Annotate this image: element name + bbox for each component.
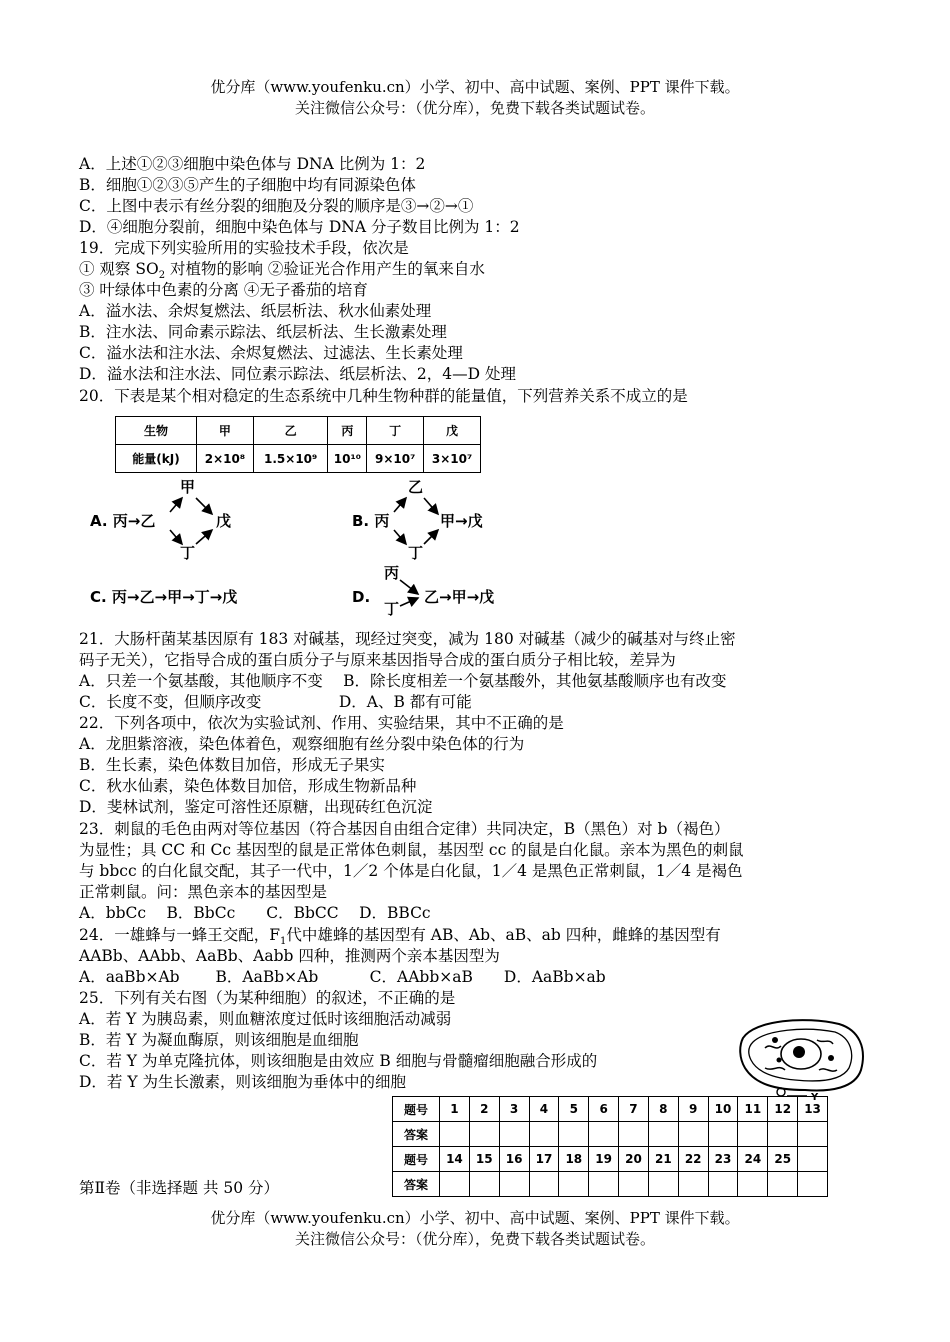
answer-table-number: 23 <box>708 1147 738 1172</box>
q21-options-ab: A．只差一个氨基酸，其他顺序不变 B．除长度相差一个氨基酸外，其他氨基酸顺序也有改变 <box>79 672 727 690</box>
q19-item1-post: 对植物的影响 ②验证光合作用产生的氧来自水 <box>165 260 485 278</box>
answer-table-number: 10 <box>708 1097 738 1122</box>
answer-cell[interactable] <box>440 1172 470 1197</box>
answer-cell[interactable] <box>648 1172 678 1197</box>
energy-table-cell: 1.5×10⁹ <box>253 445 328 473</box>
q24-stem1-post: 代中雄蜂的基因型有 AB、Ab、aB、ab 四种，雌蜂的基因型有 <box>286 926 721 944</box>
answer-cell[interactable] <box>619 1122 649 1147</box>
energy-table-header: 乙 <box>253 417 328 445</box>
answer-table-number: 17 <box>529 1147 559 1172</box>
answer-table-number: 12 <box>768 1097 798 1122</box>
q20-stem: 20．下表是某个相对稳定的生态系统中几种生物种群的能量值，下列营养关系不成立的是 <box>79 387 688 405</box>
q23-options: A．bbCc B．BbCc C．BbCC D．BBCc <box>79 904 431 922</box>
option-d-right: 乙→甲→戊 <box>424 588 495 606</box>
q22-option-a: A．龙胆紫溶液，染色体着色，观察细胞有丝分裂中染色体的行为 <box>79 735 525 753</box>
answer-table-number: 1 <box>440 1097 470 1122</box>
q22-stem: 22．下列各项中，依次为实验试剂、作用、实验结果，其中不正确的是 <box>79 714 564 732</box>
option-a-label: A. 丙→乙 <box>90 512 156 530</box>
q21-stem-1: 21．大肠杆菌某基因原有 183 对碱基，现经过突变，减为 180 对碱基（减少的碱基对与终止密 <box>79 630 736 648</box>
answer-table-number: 3 <box>499 1097 529 1122</box>
answer-cell[interactable] <box>678 1172 708 1197</box>
option-b-bottom: 丁 <box>408 544 424 562</box>
q25-option-d: D．若 Y 为生长激素，则该细胞为垂体中的细胞 <box>79 1073 407 1091</box>
q19-item1-pre: ① 观察 SO <box>79 260 159 278</box>
q19-option-a: A．溢水法、余烬复燃法、纸层析法、秋水仙素处理 <box>79 302 432 320</box>
answer-cell[interactable] <box>529 1122 559 1147</box>
answer-cell[interactable] <box>738 1172 768 1197</box>
q19-stem: 19．完成下列实验所用的实验技术手段，依次是 <box>79 239 409 257</box>
arrow-a3 <box>170 530 182 544</box>
q24-stem-2: AABb、AAbb、AaBb、Aabb 四种，推测两个亲本基因型为 <box>79 947 500 965</box>
answer-table-number: 24 <box>738 1147 768 1172</box>
arrow-b3 <box>394 530 406 544</box>
answer-table-number: 21 <box>648 1147 678 1172</box>
q18-option-d: D．④细胞分裂前，细胞中染色体与 DNA 分子数目比例为 1：2 <box>79 218 520 236</box>
option-a-bottom: 丁 <box>180 544 196 562</box>
section-2-title: 第Ⅱ卷（非选择题 共 50 分） <box>79 1179 280 1197</box>
q19-item2: ③ 叶绿体中色素的分离 ④无子番茄的培育 <box>79 281 368 299</box>
q19-item1-sub: 2 <box>158 270 166 282</box>
q25-option-a: A．若 Y 为胰岛素，则血糖浓度过低时该细胞活动减弱 <box>79 1010 452 1028</box>
energy-table <box>115 416 481 473</box>
energy-table-header: 生物 <box>116 417 197 445</box>
answer-table-number: 16 <box>499 1147 529 1172</box>
q25-option-b: B．若 Y 为凝血酶原，则该细胞是血细胞 <box>79 1031 359 1049</box>
answer-table-number <box>798 1147 828 1172</box>
answer-cell[interactable] <box>798 1172 828 1197</box>
answer-cell[interactable] <box>529 1172 559 1197</box>
answer-cell[interactable] <box>440 1122 470 1147</box>
answer-table-label: 题号 <box>393 1097 440 1122</box>
page-footer-line1: 优分库（www.youfenku.cn）小学、初中、高中试题、案例、PPT 课件下载。 <box>210 1209 740 1227</box>
option-d-bottom: 丁 <box>384 600 400 616</box>
page-header-line2: 关注微信公众号：（优分库），免费下载各类试题试卷。 <box>294 99 655 117</box>
answer-cell[interactable] <box>589 1122 619 1147</box>
answer-cell[interactable] <box>768 1122 798 1147</box>
energy-table-cell: 9×10⁷ <box>367 445 424 473</box>
answer-cell[interactable] <box>469 1172 499 1197</box>
answer-cell[interactable] <box>559 1122 589 1147</box>
answer-cell[interactable] <box>678 1122 708 1147</box>
answer-cell[interactable] <box>589 1172 619 1197</box>
arrow-b4 <box>424 530 438 544</box>
q18-option-b: B．细胞①②③⑤产生的子细胞中均有同源染色体 <box>79 176 416 194</box>
q25-stem: 25．下列有关右图（为某种细胞）的叙述，不正确的是 <box>79 989 456 1007</box>
energy-table-cell: 能量(kJ) <box>116 445 197 473</box>
answer-cell[interactable] <box>559 1172 589 1197</box>
option-b-top: 乙 <box>408 478 424 496</box>
answer-table <box>392 1096 828 1197</box>
answer-cell[interactable] <box>738 1122 768 1147</box>
answer-table-number: 4 <box>529 1097 559 1122</box>
answer-cell[interactable] <box>499 1122 529 1147</box>
q23-stem-1: 23．刺鼠的毛色由两对等位基因（符合基因自由组合定律）共同决定，B（黑色）对 b（褐色） <box>79 820 730 838</box>
energy-table-header: 丙 <box>328 417 367 445</box>
arrow-a2 <box>196 498 212 514</box>
answer-table-number: 25 <box>768 1147 798 1172</box>
q24-options: A．aaBb×Ab B．AaBb×Ab C．AAbb×aB D．AaBb×ab <box>79 968 606 986</box>
q25-option-c: C．若 Y 为单克隆抗体，则该细胞是由效应 B 细胞与骨髓瘤细胞融合形成的 <box>79 1052 598 1070</box>
answer-table-label: 题号 <box>393 1147 440 1172</box>
q23-stem-2: 为显性；具 CC 和 Cc 基因型的鼠是正常体色刺鼠，基因型 cc 的鼠是白化鼠。亲本为黑色的刺鼠 <box>79 841 744 859</box>
answer-table-number: 7 <box>619 1097 649 1122</box>
answer-table-number: 2 <box>469 1097 499 1122</box>
answer-cell[interactable] <box>499 1172 529 1197</box>
arrow-b2 <box>424 498 438 514</box>
answer-table-number: 18 <box>559 1147 589 1172</box>
answer-cell[interactable] <box>798 1122 828 1147</box>
answer-table-number: 15 <box>469 1147 499 1172</box>
q22-option-b: B．生长素，染色体数目加倍，形成无子果实 <box>79 756 385 774</box>
energy-table-cell: 10¹⁰ <box>328 445 367 473</box>
q18-option-c: C．上图中表示有丝分裂的细胞及分裂的顺序是③→②→① <box>79 197 474 215</box>
answer-table-label: 答案 <box>393 1172 440 1197</box>
answer-table-number: 8 <box>648 1097 678 1122</box>
option-a-right: 戊 <box>216 512 232 530</box>
q22-option-d: D．斐林试剂，鉴定可溶性还原糖，出现砖红色沉淀 <box>79 798 433 816</box>
option-b-right: 甲→戊 <box>440 512 483 530</box>
q18-option-a: A．上述①②③细胞中染色体与 DNA 比例为 1：2 <box>79 155 426 173</box>
arrow-d2 <box>400 598 418 606</box>
answer-cell[interactable] <box>708 1122 738 1147</box>
option-a-top: 甲 <box>180 478 196 496</box>
page-header-line1: 优分库（www.youfenku.cn）小学、初中、高中试题、案例、PPT 课件下载。 <box>210 78 740 96</box>
answer-table-number: 6 <box>589 1097 619 1122</box>
answer-cell[interactable] <box>469 1122 499 1147</box>
energy-table-header: 丁 <box>367 417 424 445</box>
answer-table-label: 答案 <box>393 1122 440 1147</box>
answer-cell[interactable] <box>648 1122 678 1147</box>
energy-table-cell: 3×10⁷ <box>424 445 481 473</box>
energy-table-cell: 2×10⁸ <box>197 445 254 473</box>
q21-stem-2: 码子无关），它指导合成的蛋白质分子与原来基因指导合成的蛋白质分子相比较，差异为 <box>79 651 676 669</box>
answer-table-number: 22 <box>678 1147 708 1172</box>
q21-options-cd: C．长度不变，但顺序改变 D．A、B 都有可能 <box>79 693 472 711</box>
page-footer-line2: 关注微信公众号：（优分库），免费下载各类试题试卷。 <box>294 1230 655 1248</box>
answer-table-number: 20 <box>619 1147 649 1172</box>
q19-option-b: B．注水法、同命素示踪法、纸层析法、生长激素处理 <box>79 323 447 341</box>
q22-option-c: C．秋水仙素，染色体数目加倍，形成生物新品种 <box>79 777 417 795</box>
arrow-b1 <box>394 498 406 512</box>
answer-table-number: 9 <box>678 1097 708 1122</box>
option-b-label: B. 丙 <box>352 512 390 530</box>
q24-stem1-sub: 1 <box>279 936 287 948</box>
cell-figure-label-y: Y <box>811 1092 819 1103</box>
answer-table-number: 5 <box>559 1097 589 1122</box>
q23-stem-4: 正常刺鼠。问：黑色亲本的基因型是 <box>79 883 328 901</box>
answer-table-number: 11 <box>738 1097 768 1122</box>
arrow-a4 <box>196 530 212 544</box>
q19-option-d: D．溢水法和注水法、同位素示踪法、纸层析法、2，4—D 处理 <box>79 365 517 383</box>
answer-table-number: 14 <box>440 1147 470 1172</box>
energy-table-header: 甲 <box>197 417 254 445</box>
food-chain-options-diagram <box>88 476 548 616</box>
option-d-top: 丙 <box>384 564 400 582</box>
q24-stem1-pre: 24．一雄蜂与一蜂王交配，F <box>79 926 280 944</box>
answer-cell[interactable] <box>619 1172 649 1197</box>
answer-table-number: 19 <box>589 1147 619 1172</box>
option-d-label: D. <box>352 588 371 606</box>
q19-option-c: C．溢水法和注水法、余烬复燃法、过滤法、生长素处理 <box>79 344 463 362</box>
q23-stem-3: 与 bbcc 的白化鼠交配，其子一代中，1／2 个体是白化鼠，1／4 是黑色正常刺鼠，1／4 是褐色 <box>79 862 743 880</box>
arrow-a1 <box>170 498 182 512</box>
answer-cell[interactable] <box>708 1172 738 1197</box>
energy-table-header: 戊 <box>424 417 481 445</box>
answer-table-number: 13 <box>798 1097 828 1122</box>
option-c-label: C. 丙→乙→甲→丁→戊 <box>90 588 238 606</box>
answer-cell[interactable] <box>768 1172 798 1197</box>
arrow-d1 <box>400 580 418 594</box>
